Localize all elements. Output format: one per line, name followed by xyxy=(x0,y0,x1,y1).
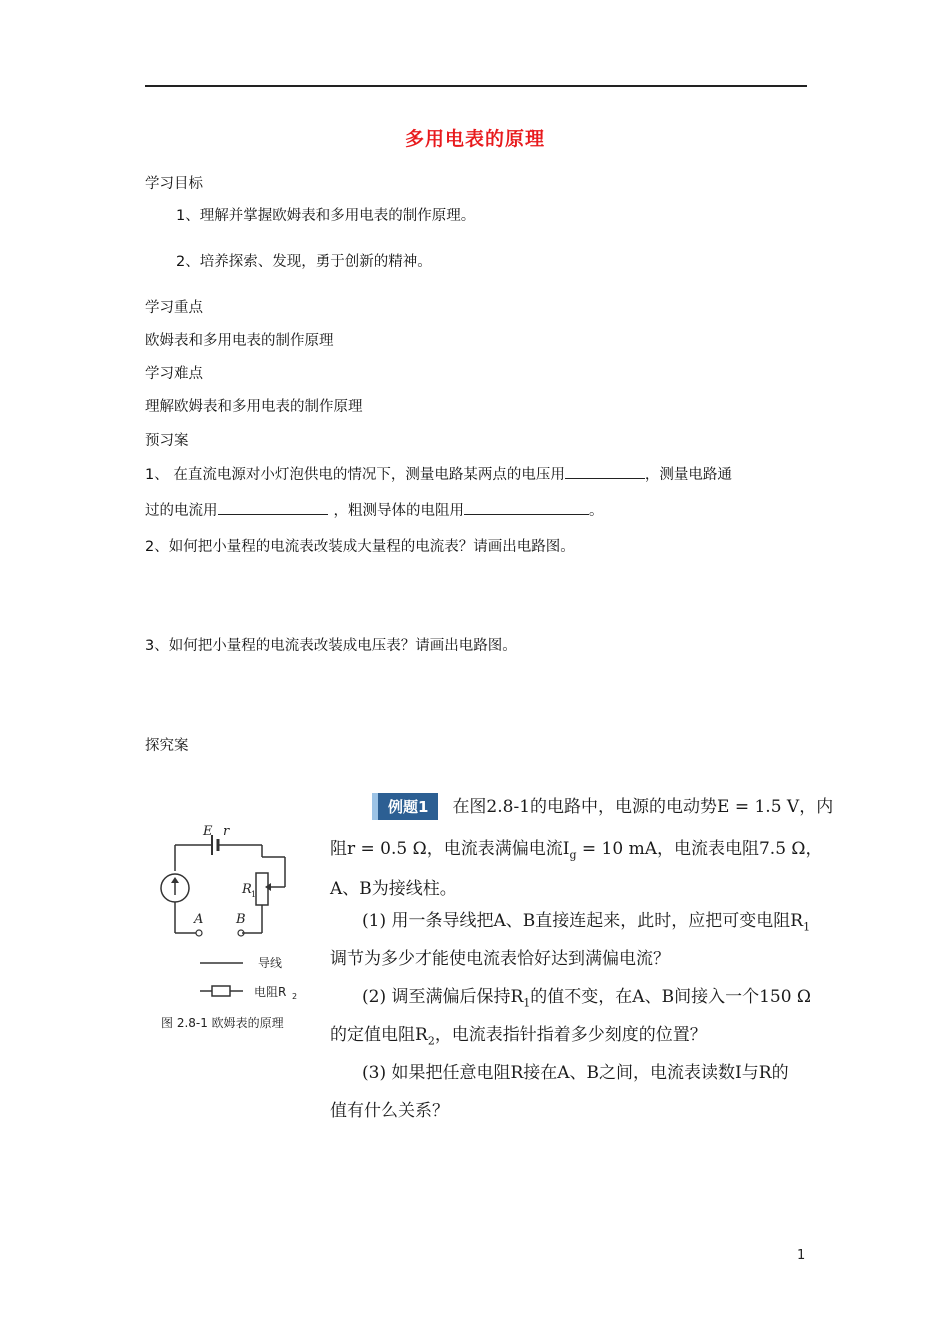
voltage-blank xyxy=(565,464,645,479)
label-a: A xyxy=(194,912,204,927)
example-line-3: A、B为接线柱。 xyxy=(330,879,457,899)
page-title: 多用电表的原理 xyxy=(404,128,545,150)
example-line-2-text: 阻r = 0.5 Ω，电流表满偏电流I xyxy=(330,839,570,859)
difficulty-text: 理解欧姆表和多用电表的制作原理 xyxy=(145,399,363,415)
preview-heading: 预习案 xyxy=(145,433,189,449)
example-line-6-text-a: (2) 调至满偏后保持R xyxy=(362,987,524,1007)
example-line-7-sub: 2 xyxy=(427,1034,435,1048)
resistance-blank xyxy=(464,500,589,515)
q1-text-a: 1、 在直流电源对小灯泡供电的情况下，测量电路某两点的电压用 xyxy=(145,467,565,483)
header-rule xyxy=(145,85,807,87)
difficulty-heading: 学习难点 xyxy=(145,366,203,382)
preview-question-1-line-2 xyxy=(145,499,604,520)
preview-question-2: 2、如何把小量程的电流表改装成大量程的电流表？请画出电路图。 xyxy=(145,539,575,555)
q1-text-e: 。 xyxy=(589,503,604,519)
example-badge: 例题1 xyxy=(372,793,438,820)
example-line-2 xyxy=(330,834,823,861)
example-line-6-text-b: 的值不变，在A、B间接入一个150 Ω xyxy=(530,987,812,1007)
explore-heading: 探究案 xyxy=(145,738,189,754)
label-b: B xyxy=(236,912,246,927)
example-line-5: 调节为多少才能使电流表恰好达到满偏电流？ xyxy=(330,949,670,969)
example-line-7 xyxy=(330,1020,707,1047)
objectives-heading: 学习目标 xyxy=(145,176,203,192)
q1-text-d: ，粗测导体的电阻用 xyxy=(333,503,464,519)
key-points-heading: 学习重点 xyxy=(145,300,203,316)
label-e: E xyxy=(203,824,213,839)
example-line-2-sub: g xyxy=(569,848,577,862)
page-number: 1 xyxy=(797,1248,806,1263)
example-line-6-sub: 1 xyxy=(523,996,531,1010)
legend-resistor-sub: 2 xyxy=(292,992,298,1001)
ohmmeter-circuit-diagram xyxy=(150,815,330,1015)
ammeter-arrow xyxy=(171,877,179,883)
label-r1-sub: 1 xyxy=(251,890,257,899)
q1-text-c: 过的电流用 xyxy=(145,503,218,519)
objective-item-1: 1、理解并掌握欧姆表和多用电表的制作原理。 xyxy=(176,208,476,224)
legend-wire-label: 导线 xyxy=(258,956,283,970)
label-r: r xyxy=(223,824,230,839)
objective-item-2: 2、培养探索、发现，勇于创新的精神。 xyxy=(176,254,432,270)
current-blank xyxy=(218,500,328,515)
preview-question-3: 3、如何把小量程的电流表改装成电压表？请画出电路图。 xyxy=(145,638,517,654)
example-line-9: 值有什么关系？ xyxy=(330,1101,449,1121)
legend-resistor-label: 电阻R xyxy=(254,985,287,999)
example-line-1 xyxy=(372,792,833,820)
example-line-2-rest: = 10 mA，电流表电阻7.5 Ω， xyxy=(576,839,823,859)
key-points-text: 欧姆表和多用电表的制作原理 xyxy=(145,333,334,349)
figure-caption: 图 2.8-1 欧姆表的原理 xyxy=(161,1016,284,1030)
q1-text-b: ，测量电路通 xyxy=(644,467,732,483)
example-line-4 xyxy=(362,906,810,933)
preview-question-1-line-1 xyxy=(145,463,732,484)
example-line-1-text: 在图2.8-1的电路中，电源的电动势E = 1.5 V，内 xyxy=(452,797,834,817)
terminal-a xyxy=(196,930,202,936)
example-line-6 xyxy=(362,982,811,1009)
example-line-4-text: (1) 用一条导线把A、B直接连起来，此时，应把可变电阻R xyxy=(362,911,804,931)
example-line-7-text-b: ，电流表指针指着多少刻度的位置？ xyxy=(434,1025,707,1045)
example-line-4-sub: 1 xyxy=(803,920,811,934)
label-r1: R xyxy=(242,882,252,897)
example-line-7-text-a: 的定值电阻R xyxy=(330,1025,428,1045)
example-line-8: (3) 如果把任意电阻R接在A、B之间，电流表读数I与R的 xyxy=(362,1063,789,1083)
